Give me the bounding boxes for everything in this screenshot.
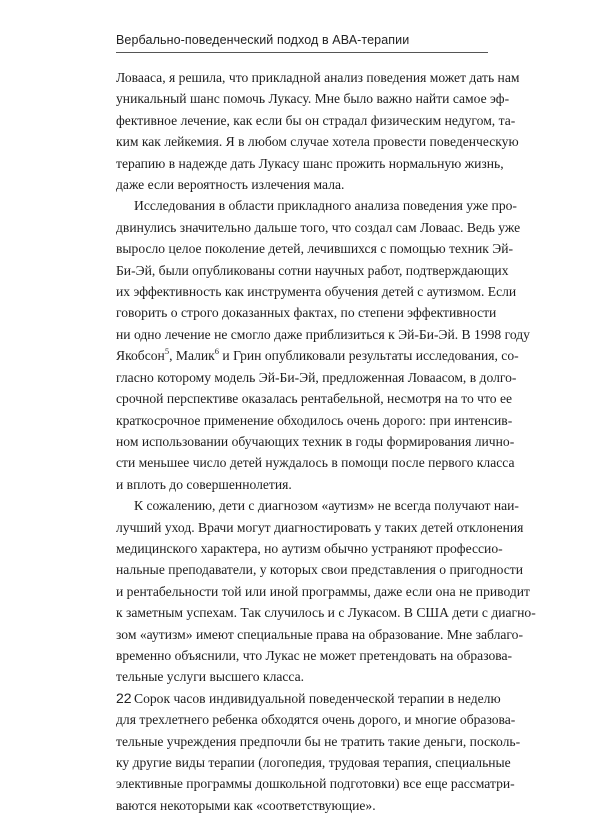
text-line: элективные программы дошкольной подготовки) все еще рассматри- bbox=[116, 776, 515, 792]
text-line: фективное лечение, как если бы он страдал физическим недугом, та- bbox=[116, 112, 516, 128]
text-line: терапию в надежде дать Лукасу шанс прожить нормальную жизнь, bbox=[116, 155, 504, 171]
footnote-ref-5: 5 bbox=[164, 346, 170, 357]
text-line: лучший уход. Врачи могут диагностировать у таких детей отклонения bbox=[116, 519, 524, 535]
text-fragment: , Малик bbox=[169, 348, 215, 364]
text-line: Би-Эй, были опубликованы сотни научных работ, подтверждающих bbox=[116, 262, 509, 278]
text-line: сти меньшее число детей нуждалось в помощи после первого класса bbox=[116, 455, 515, 471]
text-line: зом «аутизм» имеют специальные права на образование. Мне заблаго- bbox=[116, 626, 523, 642]
text-line: нальные преподаватели, у которых свои представления о пригодности bbox=[116, 562, 524, 578]
text-fragment: и Грин опубликовали результаты исследования, со- bbox=[219, 348, 519, 364]
text-line: краткосрочное применение обходилось очень дорого: при интенсив- bbox=[116, 412, 513, 428]
text-line: уникальный шанс помочь Лукасу. Мне было важно найти самое эф- bbox=[116, 91, 510, 107]
text-line: гласно которому модель Эй-Би-Эй, предложенная Ловаасом, в долго- bbox=[116, 369, 517, 385]
text-line: их эффективность как инструмента обучения детей с аутизмом. Если bbox=[116, 284, 517, 300]
running-header: Вербально-поведенческий подход в АВА-терапии bbox=[116, 33, 410, 47]
paragraph-2 bbox=[116, 195, 530, 495]
text-line: ким как лейкемия. Я в любом случае хотела провести поведенческую bbox=[116, 134, 519, 150]
text-line: Исследования в области прикладного анализа поведения уже про- bbox=[134, 198, 517, 214]
text-line: Сорок часов индивидуальной поведенческой терапии в неделю bbox=[134, 690, 501, 706]
paragraph-3 bbox=[116, 495, 536, 688]
text-line: ку другие виды терапии (логопедия, трудовая терапия, специальные bbox=[116, 755, 511, 770]
text-line: тельные учреждения предпочли бы не тратить такие деньги, посколь- bbox=[116, 733, 521, 749]
text-line: для трехлетнего ребенка обходятся очень дорого, и многие образова- bbox=[116, 712, 516, 728]
paragraph-1 bbox=[116, 67, 520, 195]
text-line: к заметным успехам. Так случилось и с Лукасом. В США дети с диагно- bbox=[116, 605, 536, 621]
text-line: и рентабельности той или иной программы, даже если она не приводит bbox=[116, 583, 530, 599]
body-text bbox=[116, 67, 536, 816]
text-line: и вплоть до совершеннолетия. bbox=[116, 476, 292, 492]
header-rule bbox=[116, 52, 488, 53]
text-line: Ловааса, я решила, что прикладной анализ поведения может дать нам bbox=[116, 70, 520, 85]
text-fragment: Якобсон bbox=[116, 348, 165, 364]
text-line: срочной перспективе оказалась рентабельной, несмотря на то что ее bbox=[116, 391, 513, 407]
text-line: говорить о строго доказанных фактах, по степени эффективности bbox=[116, 305, 497, 321]
text-line: двинулись значительно дальше того, что создал сам Ловаас. Ведь уже bbox=[116, 219, 521, 235]
text-line: ваются некоторыми как «соответствующие». bbox=[116, 797, 376, 813]
text-line-footnotes bbox=[116, 345, 519, 366]
text-line: даже если вероятность излечения мала. bbox=[116, 177, 345, 193]
text-line: временно объяснили, что Лукас не может претендовать на образова- bbox=[116, 647, 513, 663]
paragraph-4 bbox=[116, 688, 521, 816]
text-line: ни одно лечение не смогло даже приблизиться к Эй-Би-Эй. В 1998 году bbox=[116, 326, 530, 342]
text-line: К сожалению, дети с диагнозом «аутизм» не всегда получают наи- bbox=[134, 498, 519, 514]
text-line: медицинского характера, но аутизм обычно устраняют профессио- bbox=[116, 540, 503, 556]
footnote-ref-6: 6 bbox=[214, 346, 220, 357]
text-line: выросло целое поколение детей, лечившихся с помощью техник Эй- bbox=[116, 241, 514, 257]
page-number: 22 bbox=[116, 690, 132, 706]
text-line: ном использовании обучающих техник в годы формирования лично- bbox=[116, 433, 515, 449]
text-line: тельные услуги высшего класса. bbox=[116, 669, 305, 685]
